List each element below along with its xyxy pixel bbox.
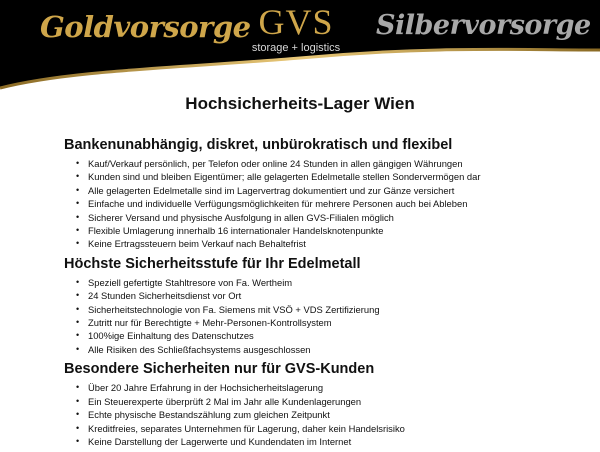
list-item: • Über 20 Jahre Erfahrung in der Hochsicherheitslagerung	[76, 381, 584, 394]
list-item: • 24 Stunden Sicherheitsdienst vor Ort	[76, 289, 584, 302]
list-item: • Sicherheitstechnologie von Fa. Siemens mit VSÖ + VDS Zertifizierung	[76, 303, 584, 316]
gvs-logo-text: GVS	[258, 2, 334, 42]
section-heading: Höchste Sicherheitsstufe für Ihr Edelmetall	[64, 255, 361, 272]
list-item: • Sicherer Versand und physische Ausfolgung in allen GVS-Filialen möglich	[76, 211, 584, 224]
bullet-list	[64, 157, 584, 251]
gvs-logo[interactable]	[238, 3, 354, 54]
list-item: • Alle Risiken des Schließfachsystems ausgeschlossen	[76, 343, 584, 356]
list-item: • Speziell gefertigte Stahltresore von Fa. Wertheim	[76, 276, 584, 289]
list-item: • Flexible Umlagerung innerhalb 16 internationaler Handelsknotenpunkte	[76, 224, 584, 237]
section-banking	[64, 136, 584, 251]
list-item: • Kreditfreies, separates Unternehmen für Lagerung, daher kein Handelsrisiko	[76, 422, 584, 435]
list-item: • Echte physische Bestandszählung zum gleichen Zeitpunkt	[76, 408, 584, 421]
list-item: • Zutritt nur für Berechtigte + Mehr-Personen-Kontrollsystem	[76, 316, 584, 329]
header-banner	[0, 0, 600, 92]
list-item: • Keine Ertragssteuern beim Verkauf nach Behaltefrist	[76, 237, 584, 250]
bullet-list	[64, 276, 584, 356]
list-item: • Ein Steuerexperte überprüft 2 Mal im Jahr alle Kundenlagerungen	[76, 395, 584, 408]
page-title: Hochsicherheits-Lager Wien	[185, 94, 415, 113]
list-item: • Keine Darstellung der Lagerwerte und Kundendaten im Internet	[76, 435, 584, 448]
list-item: • 100%ige Einhaltung des Datenschutzes	[76, 329, 584, 342]
section-heading: Besondere Sicherheiten nur für GVS-Kunden	[64, 361, 375, 378]
list-item: • Einfache und individuelle Verfügungsmöglichkeiten für mehrere Personen auch bei Ableben	[76, 197, 584, 210]
bullet-list	[64, 381, 584, 448]
list-item: • Kauf/Verkauf persönlich, per Telefon oder online 24 Stunden in allen gängigen Währungen	[76, 157, 584, 170]
content-area	[64, 136, 584, 452]
list-item: • Alle gelagerten Edelmetalle sind im Lagervertrag dokumentiert und zur Gänze versichert	[76, 184, 584, 197]
section-heading: Bankenunabhängig, diskret, unbürokratisch und flexibel	[64, 137, 453, 153]
section-gvs-customers	[64, 360, 584, 448]
gvs-tagline: storage + logistics	[251, 42, 341, 54]
list-item: • Kunden sind und bleiben Eigentümer; alle gelagerten Edelmetalle stellen Sondervermögen dar	[76, 170, 584, 183]
silbervorsorge-logo[interactable]: Silbervorsorge	[376, 10, 591, 41]
goldvorsorge-logo[interactable]: Goldvorsorge	[40, 10, 251, 44]
section-security	[64, 255, 584, 356]
